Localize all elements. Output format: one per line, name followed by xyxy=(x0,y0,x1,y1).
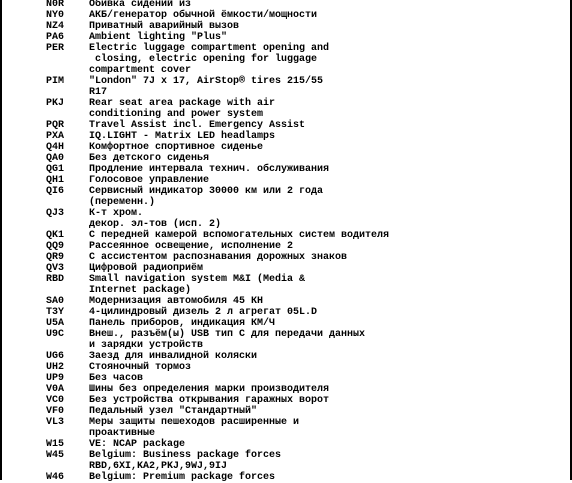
option-code: QH1 xyxy=(46,175,65,186)
option-code: QI6 xyxy=(46,186,65,197)
option-row xyxy=(46,439,566,450)
option-code: QK1 xyxy=(46,230,65,241)
option-code: PXA xyxy=(46,131,65,142)
option-description: Belgium: Premium package forces xyxy=(89,472,276,483)
option-code: NZ4 xyxy=(46,21,65,32)
option-row xyxy=(46,296,566,307)
option-row xyxy=(46,98,566,120)
option-description: Заезд для инвалидной коляски xyxy=(89,351,258,362)
option-description: Без устройства открывания гаражных ворот xyxy=(89,395,330,406)
option-description: IQ.LIGHT - Matrix LED headlamps xyxy=(89,131,276,142)
option-description: Шины без определения марки производителя xyxy=(89,384,330,395)
option-row xyxy=(46,395,566,406)
option-code: VC0 xyxy=(46,395,65,406)
option-code: W45 xyxy=(46,450,65,461)
option-code: U5A xyxy=(46,318,65,329)
option-code-list xyxy=(46,0,566,483)
option-row xyxy=(46,153,566,164)
option-description: Сервисный индикатор 30000 км или 2 года (переменн.) xyxy=(89,186,324,208)
option-description: Панель приборов, индикация КМ/Ч xyxy=(89,318,276,329)
option-description: Без детского сиденья xyxy=(89,153,210,164)
option-row xyxy=(46,0,566,10)
option-row xyxy=(46,417,566,439)
option-description: 4-цилиндровый дизель 2 л агрегат 05L.D xyxy=(89,307,318,318)
option-row xyxy=(46,175,566,186)
option-code: W15 xyxy=(46,439,65,450)
option-row xyxy=(46,186,566,208)
option-description: Меры защиты пешеходов расширенные и проактивные xyxy=(89,417,300,439)
option-code: UH2 xyxy=(46,362,65,373)
option-description: Electric luggage compartment opening and closing, electric opening for luggage compartment cover xyxy=(89,43,330,76)
option-code: Q4H xyxy=(46,142,65,153)
option-row xyxy=(46,76,566,98)
option-description: Комфортное спортивное сиденье xyxy=(89,142,264,153)
option-row xyxy=(46,230,566,241)
option-code: QG1 xyxy=(46,164,65,175)
option-description: Продление интервала технич. обслуживания xyxy=(89,164,330,175)
option-code: VL3 xyxy=(46,417,65,428)
option-code: SA0 xyxy=(46,296,65,307)
option-row xyxy=(46,263,566,274)
option-row xyxy=(46,241,566,252)
option-description: К-т хром. декор. эл-тов (исп. 2) xyxy=(89,208,222,230)
option-code: UP9 xyxy=(46,373,65,384)
option-code: PER xyxy=(46,43,65,54)
option-code: V0A xyxy=(46,384,65,395)
option-code: VF0 xyxy=(46,406,65,417)
option-row xyxy=(46,131,566,142)
option-row xyxy=(46,450,566,472)
option-description: Ambient lighting "Plus" xyxy=(89,32,228,43)
option-row xyxy=(46,164,566,175)
option-code: U9C xyxy=(46,329,65,340)
option-description: "London" 7J x 17, AirStop® tires 215/55 R17 xyxy=(89,76,324,98)
option-row xyxy=(46,362,566,373)
option-code: UG6 xyxy=(46,351,65,362)
option-row xyxy=(46,329,566,351)
option-code: QA0 xyxy=(46,153,65,164)
option-description: Модернизация автомобиля 45 КН xyxy=(89,296,264,307)
option-row xyxy=(46,252,566,263)
option-description: С передней камерой вспомогательных систем водителя xyxy=(89,230,390,241)
option-description: Small navigation system M&I (Media & Internet package) xyxy=(89,274,306,296)
option-code: T3Y xyxy=(46,307,65,318)
option-code: NY0 xyxy=(46,10,65,21)
option-row xyxy=(46,142,566,153)
option-description: Голосовое управление xyxy=(89,175,210,186)
option-code: PIM xyxy=(46,76,65,87)
option-row xyxy=(46,274,566,296)
option-row xyxy=(46,10,566,21)
option-code: W46 xyxy=(46,472,65,483)
option-row xyxy=(46,32,566,43)
option-description: Рассеянное освещение, исполнение 2 xyxy=(89,241,294,252)
option-code: PKJ xyxy=(46,98,65,109)
option-code: QR9 xyxy=(46,252,65,263)
option-row xyxy=(46,351,566,362)
option-code: N0R xyxy=(46,0,65,10)
option-row xyxy=(46,21,566,32)
option-row xyxy=(46,373,566,384)
option-description: АКБ/генератор обычной ёмкости/мощности xyxy=(89,10,318,21)
option-code: PA6 xyxy=(46,32,65,43)
option-description: Приватный аварийный вызов xyxy=(89,21,240,32)
option-code: RBD xyxy=(46,274,65,285)
option-code: PQR xyxy=(46,120,65,131)
option-row xyxy=(46,406,566,417)
option-description: VE: NCAP package xyxy=(89,439,186,450)
option-description: Цифровой радиоприём xyxy=(89,263,204,274)
page-border-left xyxy=(0,0,2,480)
option-row xyxy=(46,120,566,131)
option-code: QQ9 xyxy=(46,241,65,252)
option-description: Педальный узел "Стандартный" xyxy=(89,406,258,417)
option-description: Без часов xyxy=(89,373,144,384)
option-row xyxy=(46,208,566,230)
option-description: Rear seat area package with air conditioning and power system xyxy=(89,98,276,120)
option-row xyxy=(46,43,566,76)
option-row xyxy=(46,307,566,318)
option-code: QJ3 xyxy=(46,208,65,219)
option-code: QV3 xyxy=(46,263,65,274)
option-description: С ассистентом распознавания дорожных знаков xyxy=(89,252,348,263)
option-row xyxy=(46,472,566,483)
option-description: Внеш., разъём(ы) USB тип C для передачи данных и зарядки устройств xyxy=(89,329,366,351)
option-description: Belgium: Business package forces RBD,6XI,KA2,PKJ,9WJ,9IJ xyxy=(89,450,282,472)
option-row xyxy=(46,318,566,329)
option-description: Стояночный тормоз xyxy=(89,362,192,373)
option-description: Обивка сидений из xyxy=(89,0,192,10)
option-row xyxy=(46,384,566,395)
option-description: Travel Assist incl. Emergency Assist xyxy=(89,120,306,131)
